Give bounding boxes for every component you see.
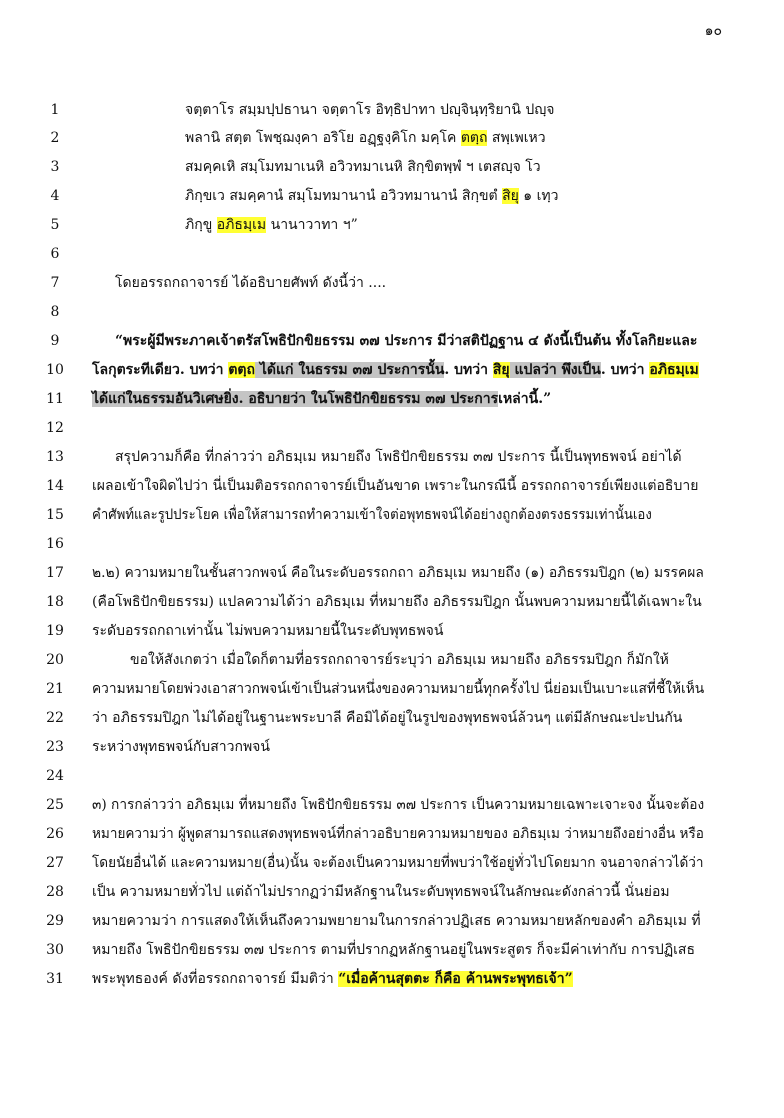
text-segment: ระดับอรรถกถาเท่านั้น ไม่พบความหมายนี้ในระดับพุทธพจน์ [92, 623, 444, 639]
text-segment: หมายความว่า การแสดงให้เห็นถึงความพยายามในการกล่าวปฏิเสธ ความหมายหลักของคำ อภิธมฺเม ที่ [92, 913, 701, 929]
text-segment: ความหมายโดยพ่วงเอาสาวกพจน์เข้าเป็นส่วนหนึ่งของความหมายนี้ทุกครั้งไป นี่ย่อมเป็นเบาะแสที่ชี้ให้เห็น [92, 681, 705, 697]
text-segment: พระพุทธองค์ ดังที่อรรถกถาจารย์ มีมติว่า [92, 971, 339, 987]
line-text [185, 211, 358, 239]
line-text [92, 791, 704, 819]
text-segment: โลกุตระทีเดียว. บทว่า [92, 362, 229, 378]
line-text [185, 182, 559, 210]
line-number: 4 [50, 188, 60, 204]
highlighted-text: แปลว่า พึงเป็น [509, 362, 601, 378]
line-text [92, 820, 704, 848]
text-segment: หมายถึง โพธิปักขิยธรรม ๓๗ ประการ ตามที่ปรากฏหลักฐานอยู่ในพระสูตร ก็จะมีค่าเท่ากับ การปฏิเสธ [92, 942, 696, 958]
text-segment: เผลอเข้าใจผิดไปว่า นี่เป็นมติอรรถกถาจารย์เป็นอันขาด เพราะในกรณีนี้ อรรถกถาจารย์เพียงแต่อธิบาย [92, 478, 699, 494]
text-segment: เป็น ความหมายทั่วไป แต่ถ้าไม่ปรากฏว่ามีหลักฐานในระดับพุทธพจน์ในลักษณะดังกล่าวนี้ นั่นย่อม [92, 884, 670, 900]
text-segment: . บทว่า [600, 362, 650, 378]
text-segment: ขอให้สังเกตว่า เมื่อใดก็ตามที่อรรถกถาจารย์ระบุว่า อภิธมฺเม หมายถึง อภิธรรมปิฎก ก็มักให้ [130, 652, 669, 668]
line-text [92, 936, 695, 964]
line-number: 24 [46, 768, 64, 784]
text-segment: สมคฺคเหิ สมฺโมทมาเนหิ อวิวทมาเนหิ สิกฺขิตพฺพํ ฯ เตสญฺจ โว [185, 159, 541, 175]
line-text [92, 559, 704, 587]
text-segment: เหล่านี้.” [498, 391, 552, 407]
text-segment: หมายความว่า ผู้พูดสามารถแสดงพุทธพจน์ที่กล่าวอธิบายความหมายของ อภิธมฺเม ว่าหมายถึงอย่างอื่น หรือ [92, 826, 704, 842]
line-number: 21 [46, 681, 64, 697]
line-text [92, 356, 699, 384]
line-number: 30 [46, 942, 64, 958]
line-text [115, 443, 682, 471]
text-segment: ๒.๒) ความหมายในชั้นสาวกพจน์ คือในระดับอรรถกถา อภิธมฺเม หมายถึง (๑) อภิธรรมปิฎก (๒) มรรคผล [92, 565, 704, 581]
line-number: 7 [50, 275, 60, 291]
text-segment: พลานิ สตฺต โพชฺฌงฺคา อริโย อฏฺฐงฺคิโก มคฺโค [185, 130, 461, 146]
line-number: 10 [46, 362, 64, 378]
line-number: 3 [50, 159, 60, 175]
line-number: 1 [50, 102, 60, 118]
line-number: 18 [46, 594, 64, 610]
line-text [92, 472, 698, 500]
highlighted-text: สิยุ [492, 362, 510, 378]
highlighted-text: ตตฺถ [228, 362, 256, 378]
line-number: 8 [50, 304, 60, 320]
line-number: 31 [46, 971, 64, 987]
text-segment: “พระผู้มีพระภาคเจ้าตรัสโพธิปักขิยธรรม ๓๗ ประการ มีว่าสติปัฏฐาน ๔ ดังนี้เป็นต้น ทั้งโลกิยะและ [115, 333, 698, 349]
text-segment: ภิกฺขู [185, 217, 217, 233]
line-number: 23 [46, 739, 64, 755]
line-number: 25 [46, 797, 64, 813]
text-segment: . บทว่า [444, 362, 493, 378]
line-text [185, 96, 554, 124]
line-number: 28 [46, 884, 64, 900]
line-number: 16 [46, 536, 64, 552]
line-number: 17 [46, 565, 64, 581]
line-number: 13 [46, 449, 64, 465]
text-segment: คำศัพท์และรูปประโยค เพื่อให้สามารถทำความเข้าใจต่อพุทธพจน์ได้อย่างถูกต้องตรงธรรมเท่านั้นเอง [92, 507, 652, 523]
text-segment: (คือโพธิปักขิยธรรม) แปลความได้ว่า อภิธมฺเม ที่หมายถึง อภิธรรมปิฎก นั้นพบความหมายนี้ได้เฉพาะใน [92, 594, 702, 610]
line-number: 20 [46, 652, 64, 668]
line-text [92, 385, 551, 413]
highlighted-text: อภิธมฺเม [216, 217, 267, 233]
text-segment: ภิกฺขเว สมคฺคานํ สมฺโมทมานานํ อวิวทมานานํ สิกฺขตํ [185, 188, 503, 204]
line-text [92, 849, 704, 877]
line-number: 22 [46, 710, 64, 726]
highlighted-text: อภิธมฺเม [649, 362, 699, 378]
highlighted-text: ได้แก่ ในธรรม ๓๗ ประการนั้น [255, 362, 445, 378]
line-text [130, 646, 669, 674]
line-number: 19 [46, 623, 64, 639]
text-segment: โดยอรรถกถาจารย์ ได้อธิบายศัพท์ ดังนี้ว่า .... [115, 275, 387, 291]
line-text [92, 965, 573, 993]
line-number: 2 [50, 130, 60, 146]
text-segment: โดยนัยอื่นได้ และความหมาย(อื่น)นั้น จะต้องเป็นความหมายที่พบว่าใช้อยู่ทั่วไปโดยมาก จนอาจกล่าวได้ว่า [92, 855, 704, 871]
text-segment: สรุปความก็คือ ที่กล่าวว่า อภิธมฺเม หมายถึง โพธิปักขิยธรรม ๓๗ ประการ นี้เป็นพุทธพจน์ อย่าได้ [115, 449, 682, 465]
line-text [92, 733, 270, 761]
line-text [185, 124, 546, 152]
text-segment: ระหว่างพุทธพจน์กับสาวกพจน์ [92, 739, 270, 755]
line-text [92, 704, 682, 732]
line-text [92, 501, 652, 529]
line-number: 29 [46, 913, 64, 929]
line-number: 6 [50, 246, 60, 262]
line-number: 11 [46, 391, 64, 407]
line-text [92, 675, 704, 703]
line-text [185, 153, 541, 181]
text-segment: จตฺตาโร สมฺมปฺปธานา จตฺตาโร อิทฺธิปาทา ปญฺจินฺทฺริยานิ ปญฺจ [185, 102, 555, 118]
line-text [92, 878, 670, 906]
line-text [115, 269, 386, 297]
line-text [115, 327, 697, 355]
line-number: 5 [50, 217, 60, 233]
highlighted-text: ตตฺถ [460, 130, 488, 146]
line-number: 15 [46, 507, 64, 523]
text-segment: สพฺเพเหว [487, 130, 546, 146]
highlighted-text: สิยุ [502, 188, 519, 204]
line-number: 26 [46, 826, 64, 842]
line-text [92, 617, 443, 645]
line-number: 14 [46, 478, 64, 494]
highlighted-text: “เมื่อค้านสุตตะ ก็คือ ค้านพระพุทธเจ้า” [338, 971, 573, 987]
text-segment: นานาวาทา ฯ” [266, 217, 358, 233]
text-segment: ๑ เทฺว [518, 188, 559, 204]
line-text [92, 588, 702, 616]
text-segment: ๓) การกล่าวว่า อภิธมฺเม ที่หมายถึง โพธิปักขิยธรรม ๓๗ ประการ เป็นความหมายเฉพาะเจาะจง นั้นจะต้อง [92, 797, 705, 813]
line-number: 27 [46, 855, 64, 871]
page-number: ๑๐ [704, 23, 722, 39]
line-number: 9 [50, 333, 60, 349]
highlighted-text: ได้แก่ในธรรมอันวิเศษยิ่ง. อธิบายว่า ในโพธิปักขิยธรรม ๓๗ ประการ [92, 391, 499, 407]
text-segment: ว่า อภิธรรมปิฎก ไม่ได้อยู่ในฐานะพระบาลี คือมิได้อยู่ในรูปของพุทธพจน์ล้วนๆ แต่มีลักษณะปะปนกัน [92, 710, 683, 726]
line-number: 12 [46, 420, 64, 436]
line-text [92, 907, 701, 935]
